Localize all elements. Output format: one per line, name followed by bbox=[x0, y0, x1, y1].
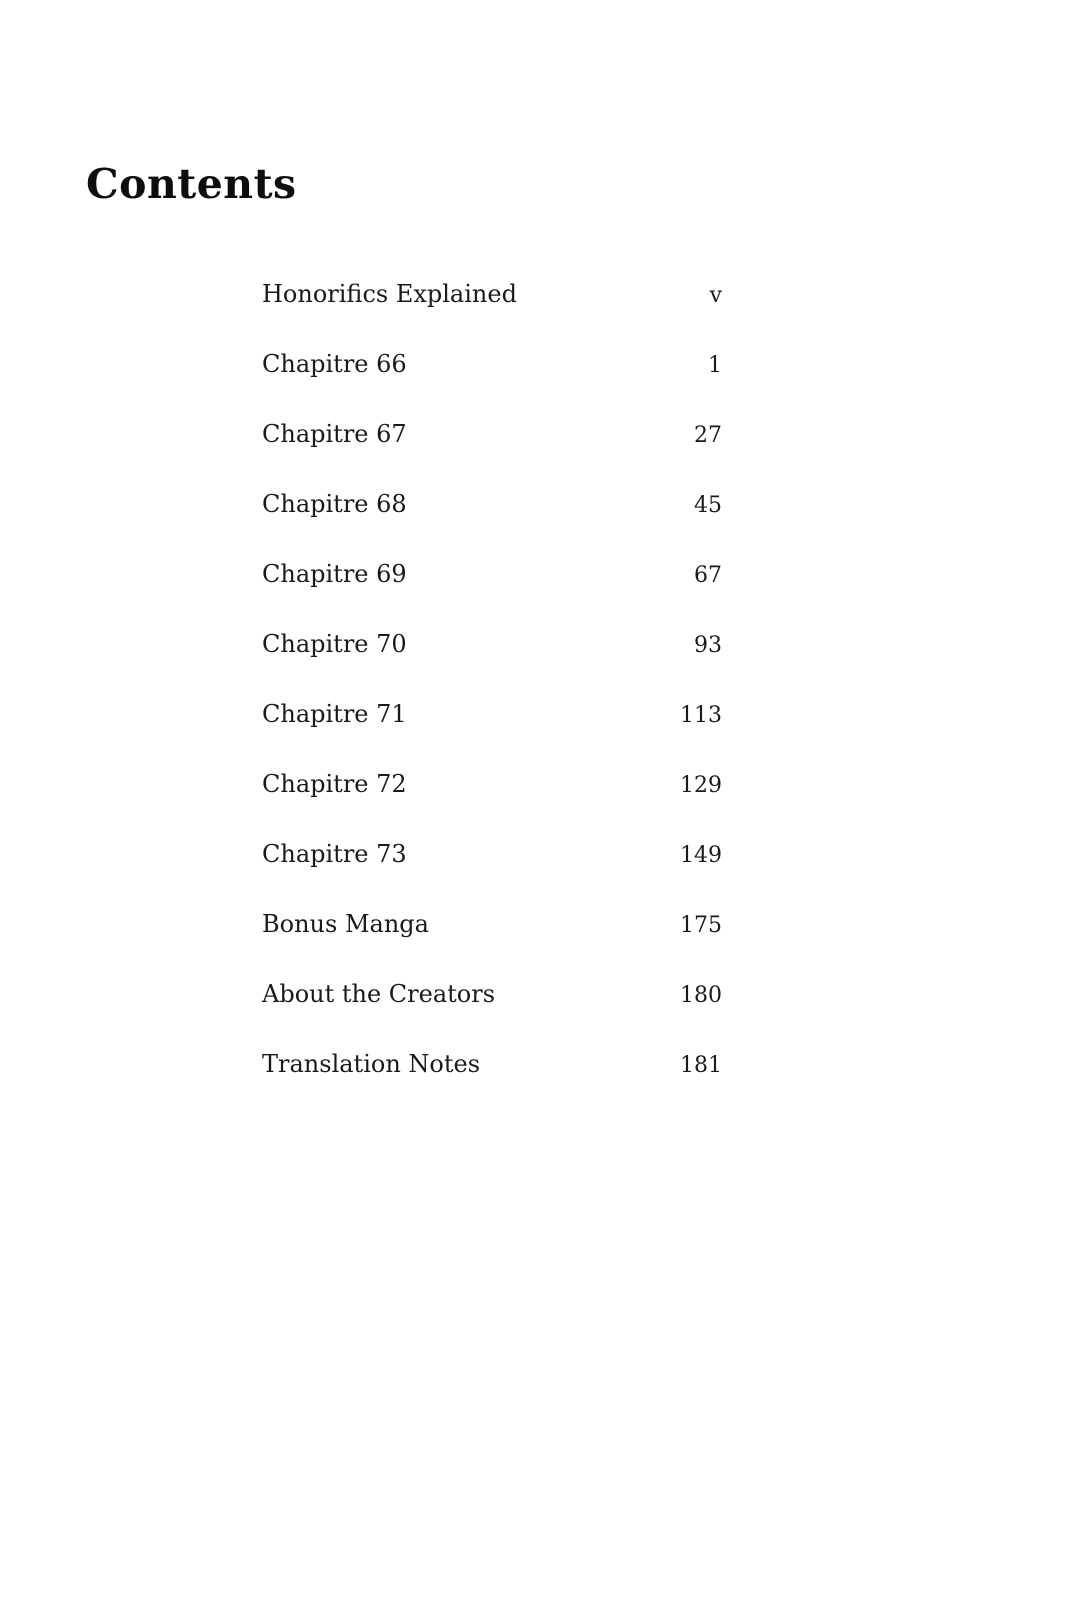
table-of-contents bbox=[262, 274, 722, 1114]
toc-entry-chapitre-66 bbox=[262, 344, 722, 414]
toc-entry-chapitre-70 bbox=[262, 624, 722, 694]
toc-entry-label: Chapitre 73 bbox=[262, 840, 407, 868]
toc-entry-page: 1 bbox=[708, 353, 722, 378]
toc-entry-chapitre-69 bbox=[262, 554, 722, 624]
toc-entry-page: 181 bbox=[680, 1053, 722, 1078]
toc-entry-page: v bbox=[709, 283, 722, 308]
toc-entry-label: Translation Notes bbox=[262, 1050, 481, 1078]
toc-entry-chapitre-72 bbox=[262, 764, 722, 834]
toc-entry-label: Chapitre 66 bbox=[262, 350, 407, 378]
toc-entry-page: 149 bbox=[680, 843, 722, 868]
toc-entry-page: 175 bbox=[680, 913, 722, 938]
toc-entry-bonus-manga bbox=[262, 904, 722, 974]
toc-entry-page: 93 bbox=[694, 633, 722, 658]
toc-entry-label: Chapitre 71 bbox=[262, 700, 407, 728]
toc-entry-label: Chapitre 69 bbox=[262, 560, 407, 588]
toc-entry-chapitre-73 bbox=[262, 834, 722, 904]
toc-entry-label: Chapitre 72 bbox=[262, 770, 407, 798]
toc-entry-page: 27 bbox=[694, 423, 722, 448]
toc-entry-page: 113 bbox=[680, 703, 722, 728]
toc-entry-label: Chapitre 68 bbox=[262, 490, 407, 518]
toc-entry-page: 67 bbox=[694, 563, 722, 588]
toc-entry-label: About the Creators bbox=[262, 980, 496, 1008]
toc-entry-page: 45 bbox=[694, 493, 722, 518]
toc-entry-page: 129 bbox=[680, 773, 722, 798]
page-title: Contents bbox=[86, 160, 297, 208]
toc-entry-about-creators bbox=[262, 974, 722, 1044]
toc-entry-label: Honorifics Explained bbox=[262, 280, 517, 308]
toc-entry-label: Bonus Manga bbox=[262, 910, 429, 938]
toc-entry-chapitre-68 bbox=[262, 484, 722, 554]
toc-entry-label: Chapitre 67 bbox=[262, 420, 407, 448]
toc-entry-page: 180 bbox=[680, 983, 722, 1008]
toc-entry-chapitre-71 bbox=[262, 694, 722, 764]
toc-entry-chapitre-67 bbox=[262, 414, 722, 484]
toc-entry-translation-notes bbox=[262, 1044, 722, 1114]
toc-entry-honorifics bbox=[262, 274, 722, 344]
toc-entry-label: Chapitre 70 bbox=[262, 630, 407, 658]
